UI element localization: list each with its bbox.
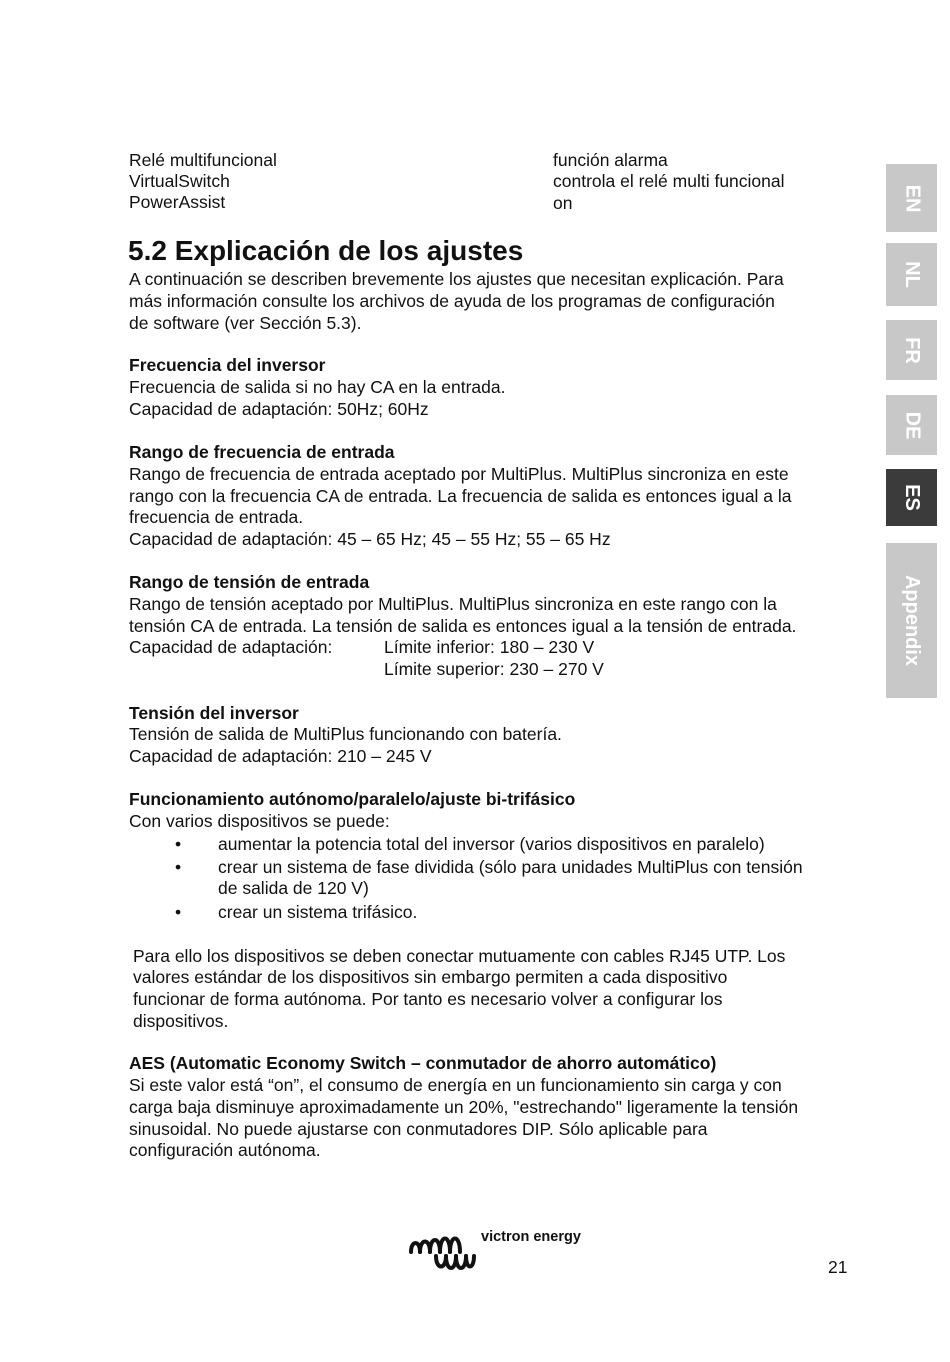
body-line: Capacidad de adaptación: 210 – 245 V bbox=[129, 746, 432, 766]
setting-value: on bbox=[553, 193, 573, 213]
tab-label: EN bbox=[900, 184, 923, 212]
body-line: sinusoidal. No puede ajustarse con conmutadores DIP. Sólo aplicable para bbox=[129, 1119, 708, 1139]
upper-limit: Límite superior: 230 – 270 V bbox=[384, 659, 604, 679]
body-line: frecuencia de entrada. bbox=[129, 507, 304, 527]
body-line: Rango de frecuencia de entrada aceptado por MultiPlus. MultiPlus sincroniza en este bbox=[129, 464, 789, 484]
tab-label: NL bbox=[900, 261, 923, 288]
bullet-text: crear un sistema de fase dividida (sólo para unidades MultiPlus con tensión bbox=[218, 857, 803, 877]
input-voltage-heading: Rango de tensión de entrada bbox=[129, 572, 370, 592]
section-title: 5.2 Explicación de los ajustes bbox=[128, 235, 524, 266]
setting-name: VirtualSwitch bbox=[129, 171, 230, 191]
body-line: valores estándar de los dispositivos sin embargo permiten a cada dispositivo bbox=[133, 967, 728, 987]
body-line: Frecuencia de salida si no hay CA en la entrada. bbox=[129, 377, 506, 397]
intro-line: más información consulte los archivos de ayuda de los programas de configuración bbox=[129, 291, 775, 311]
victron-logo-icon bbox=[408, 1230, 478, 1278]
tab-de[interactable] bbox=[886, 395, 937, 455]
tab-fr[interactable] bbox=[886, 320, 937, 380]
aes-heading: AES (Automatic Economy Switch – conmutador de ahorro automático) bbox=[129, 1053, 717, 1073]
bullet-icon: • bbox=[175, 857, 182, 877]
intro-line: A continuación se describen brevemente los ajustes que necesitan explicación. Para bbox=[129, 269, 784, 289]
body-line: Con varios dispositivos se puede: bbox=[129, 811, 390, 831]
tab-label: FR bbox=[900, 336, 923, 364]
tab-en[interactable] bbox=[886, 164, 937, 232]
body-line: Si este valor está “on”, el consumo de energía en un funcionamiento sin carga y con bbox=[129, 1075, 782, 1095]
body-line: rango con la frecuencia CA de entrada. La frecuencia de salida es entonces igual a la bbox=[129, 486, 792, 506]
bullet-icon: • bbox=[175, 902, 182, 922]
tab-nl[interactable] bbox=[886, 243, 937, 306]
body-line: Tensión de salida de MultiPlus funcionando con batería. bbox=[129, 724, 562, 744]
body-line: dispositivos. bbox=[133, 1011, 229, 1031]
tab-label: DE bbox=[900, 411, 923, 439]
setting-value: controla el relé multi funcional bbox=[553, 171, 785, 191]
inverter-frequency-heading: Frecuencia del inversor bbox=[129, 355, 326, 375]
bullet-icon: • bbox=[175, 834, 182, 854]
body-line: Capacidad de adaptación: 50Hz; 60Hz bbox=[129, 399, 429, 419]
bullet-text: de salida de 120 V) bbox=[218, 878, 369, 898]
body-line: configuración autónoma. bbox=[129, 1140, 321, 1160]
bullet-text: aumentar la potencia total del inversor (varios dispositivos en paralelo) bbox=[218, 834, 765, 854]
tab-appendix[interactable] bbox=[886, 543, 937, 698]
input-frequency-heading: Rango de frecuencia de entrada bbox=[129, 442, 395, 462]
tab-es[interactable] bbox=[886, 469, 937, 526]
bullet-text: crear un sistema trifásico. bbox=[218, 902, 418, 922]
capacity-label: Capacidad de adaptación: bbox=[129, 637, 333, 657]
tab-label: ES bbox=[901, 484, 923, 511]
body-line: Rango de tensión aceptado por MultiPlus. MultiPlus sincroniza en este rango con la bbox=[129, 594, 777, 614]
lower-limit: Límite inferior: 180 – 230 V bbox=[384, 637, 595, 657]
inverter-voltage-heading: Tensión del inversor bbox=[129, 703, 299, 723]
page-number: 21 bbox=[828, 1257, 848, 1277]
setting-name: PowerAssist bbox=[129, 192, 226, 212]
body-line: tensión CA de entrada. La tensión de salida es entonces igual a la tensión de entrada. bbox=[129, 616, 797, 636]
brand-name: victron energy bbox=[481, 1229, 581, 1245]
body-line: carga baja disminuye aproximadamente un 20%, "estrechando" ligeramente la tensión bbox=[129, 1097, 799, 1117]
setting-name: Relé multifuncional bbox=[129, 150, 277, 170]
operation-heading: Funcionamiento autónomo/paralelo/ajuste bi-trifásico bbox=[129, 789, 576, 809]
setting-value: función alarma bbox=[553, 150, 668, 170]
body-line: Capacidad de adaptación: 45 – 65 Hz; 45 – 55 Hz; 55 – 65 Hz bbox=[129, 529, 611, 549]
body-line: Para ello los dispositivos se deben conectar mutuamente con cables RJ45 UTP. Los bbox=[133, 946, 786, 966]
tab-label: Appendix bbox=[901, 574, 923, 667]
body-line: funcionar de forma autónoma. Por tanto es necesario volver a configurar los bbox=[133, 989, 723, 1009]
intro-line: de software (ver Sección 5.3). bbox=[129, 313, 362, 333]
